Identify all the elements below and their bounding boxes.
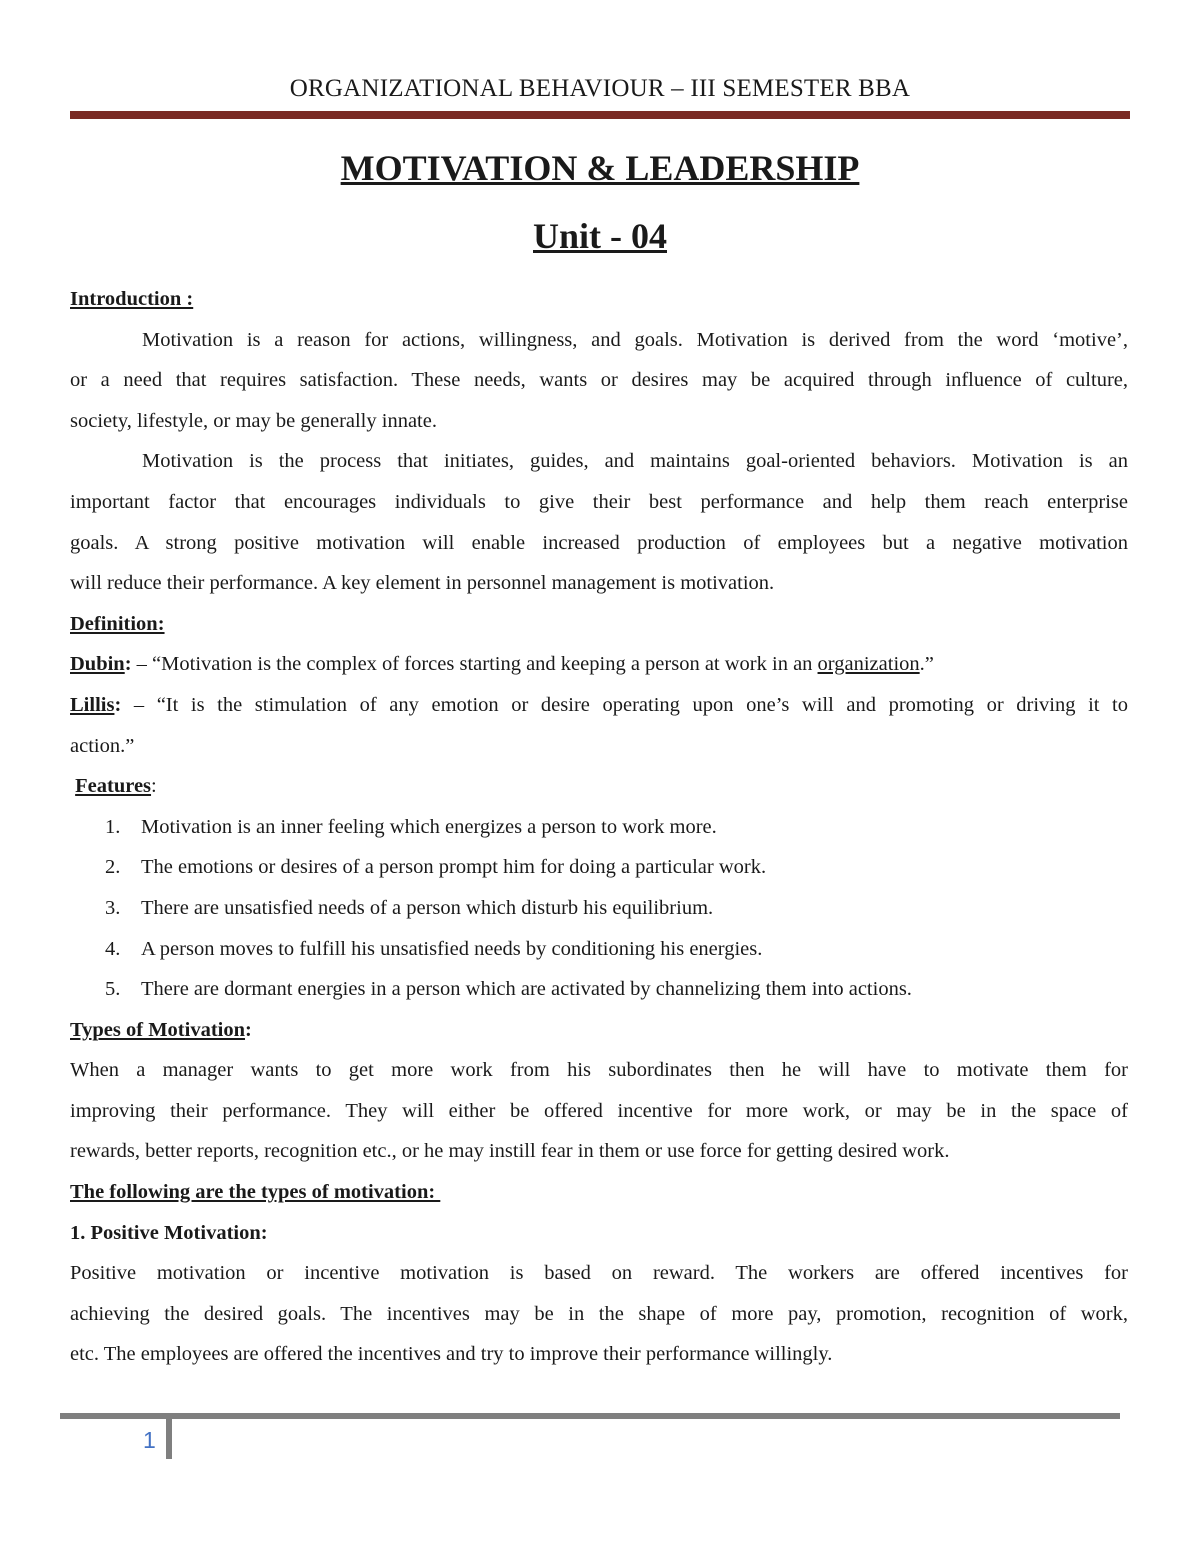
features-colon: :: [151, 775, 157, 798]
following-types-heading-line: [70, 1172, 1128, 1213]
dubin-quote-end: .”: [919, 653, 934, 676]
positive-body-line-1: Positive motivation or incentive motivation is based on reward. The workers are offered incentives for: [70, 1262, 1128, 1285]
features-heading: Features: [75, 775, 152, 798]
types-body-line-1: When a manager wants to get more work from his subordinates then he will have to motivate them for: [70, 1059, 1128, 1082]
list-item: [70, 807, 1128, 848]
types-heading: Types of Motivation: [70, 1018, 246, 1041]
list-item-number: 3.: [105, 896, 121, 919]
dubin-colon: :: [124, 653, 132, 676]
dubin-name: Dubin: [70, 653, 125, 676]
introduction-heading-line: [70, 279, 1128, 320]
following-types-heading: The following are the types of motivation:: [70, 1181, 441, 1204]
list-item: [70, 847, 1128, 888]
intro-p1-line-1: Motivation is a reason for actions, willingness, and goals. Motivation is derived from the word ‘motive’,: [142, 328, 1128, 351]
list-item: [70, 929, 1128, 970]
list-item-number: 2.: [105, 856, 121, 879]
types-colon: :: [245, 1018, 252, 1041]
lillis-name: Lillis: [70, 693, 115, 716]
list-item-text: Motivation is an inner feeling which energizes a person to work more.: [141, 815, 717, 838]
intro-p2-line-3: goals. A strong positive motivation will enable increased production of employees but a negative motivation: [70, 531, 1128, 554]
definition-lillis: [70, 685, 1128, 726]
page-number: 1: [143, 1427, 156, 1453]
definition-dubin: [70, 644, 1128, 685]
positive-body-line-2: achieving the desired goals. The incentives may be in the shape of more pay, promotion, recognition of work,: [70, 1302, 1128, 1325]
dubin-quote-start: – “Motivation is the complex of forces starting and keeping a person at work in an: [131, 653, 818, 676]
list-item-number: 5.: [105, 978, 121, 1001]
footer-rule: [60, 1413, 1120, 1419]
lillis-quote-line-1: – “It is the stimulation of any emotion or desire operating upon one’s will and promoting or driving it to: [121, 693, 1128, 716]
features-heading-line: [70, 766, 1128, 807]
positive-body-line-3: etc. The employees are offered the incentives and try to improve their performance willingly.: [70, 1343, 833, 1366]
organization-link[interactable]: organization: [817, 653, 920, 676]
list-item-text: There are unsatisfied needs of a person which disturb his equilibrium.: [141, 896, 714, 919]
types-heading-line: [70, 1010, 1128, 1051]
types-body-line-3: rewards, better reports, recognition etc., or he may instill fear in them or use force for getting desired work.: [70, 1140, 950, 1163]
positive-motivation-heading: 1. Positive Motivation:: [70, 1221, 268, 1244]
document-body: [70, 279, 1128, 1375]
lillis-colon: :: [114, 693, 122, 716]
introduction-heading: Introduction :: [70, 288, 194, 310]
list-item-text: The emotions or desires of a person prompt him for doing a particular work.: [141, 856, 767, 879]
intro-p2-line-1: Motivation is the process that initiates, guides, and maintains goal-oriented behaviors. Motivation is an: [142, 450, 1128, 473]
footer-divider: [166, 1417, 172, 1459]
definition-heading: Definition:: [70, 612, 165, 635]
intro-p1-line-3: society, lifestyle, or may be generally innate.: [70, 409, 437, 432]
list-item: [70, 969, 1128, 1010]
unit-title: Unit - 04: [533, 216, 667, 256]
header-rule: [70, 111, 1130, 119]
list-item-number: 4.: [105, 937, 121, 960]
list-item-text: There are dormant energies in a person which are activated by channelizing them into actions.: [141, 978, 912, 1001]
document-title: MOTIVATION & LEADERSHIP: [340, 148, 860, 188]
intro-p2-line-4: will reduce their performance. A key element in personnel management is motivation.: [70, 572, 775, 595]
intro-p1-line-2: or a need that requires satisfaction. These needs, wants or desires may be acquired through influence of culture,: [70, 369, 1128, 392]
list-item-number: 1.: [105, 815, 121, 838]
list-item-text: A person moves to fulfill his unsatisfied needs by conditioning his energies.: [141, 937, 763, 960]
list-item: [70, 888, 1128, 929]
lillis-quote-line-2: action.”: [70, 734, 135, 757]
types-body-line-2: improving their performance. They will either be offered incentive for more work, or may be in the space of: [70, 1099, 1128, 1122]
definition-heading-line: [70, 604, 1128, 645]
page-header: ORGANIZATIONAL BEHAVIOUR – III SEMESTER BBA: [289, 75, 911, 102]
intro-p2-line-2: important factor that encourages individuals to give their best performance and help them reach enterprise: [70, 490, 1128, 513]
